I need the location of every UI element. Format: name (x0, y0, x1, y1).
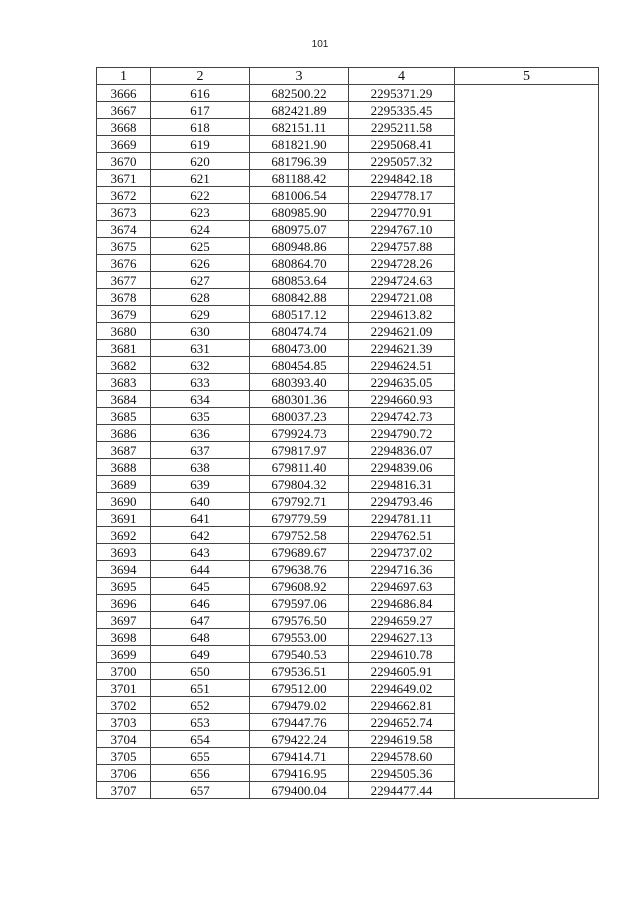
table-cell-col2: 645 (151, 578, 250, 595)
table-cell-col2: 635 (151, 408, 250, 425)
table-row (97, 595, 599, 612)
table-cell-col3: 680948.86 (250, 238, 349, 255)
table-cell-col5 (455, 765, 599, 782)
table-cell-col1: 3678 (97, 289, 151, 306)
table-cell-col3: 679804.32 (250, 476, 349, 493)
table-cell-col3: 679779.59 (250, 510, 349, 527)
table-header-row (97, 68, 599, 85)
table-row (97, 119, 599, 136)
table-cell-col5 (455, 459, 599, 476)
table-cell-col3: 679416.95 (250, 765, 349, 782)
table-cell-col2: 632 (151, 357, 250, 374)
table-row (97, 306, 599, 323)
table-cell-col3: 679540.53 (250, 646, 349, 663)
table-row (97, 340, 599, 357)
table-cell-col3: 680454.85 (250, 357, 349, 374)
table-cell-col2: 631 (151, 340, 250, 357)
table-row (97, 646, 599, 663)
table-cell-col1: 3685 (97, 408, 151, 425)
table-row (97, 612, 599, 629)
table-row (97, 102, 599, 119)
table-cell-col2: 619 (151, 136, 250, 153)
table-cell-col2: 633 (151, 374, 250, 391)
table-cell-col5 (455, 544, 599, 561)
table-cell-col4: 2294621.09 (349, 323, 455, 340)
table-cell-col3: 679811.40 (250, 459, 349, 476)
table-row (97, 544, 599, 561)
table-cell-col4: 2294662.81 (349, 697, 455, 714)
table-cell-col3: 682151.11 (250, 119, 349, 136)
table-cell-col1: 3682 (97, 357, 151, 374)
table-cell-col2: 636 (151, 425, 250, 442)
table-cell-col1: 3671 (97, 170, 151, 187)
table-cell-col3: 679512.00 (250, 680, 349, 697)
table-row (97, 561, 599, 578)
table-cell-col1: 3705 (97, 748, 151, 765)
table-cell-col5 (455, 527, 599, 544)
table-cell-col3: 679689.67 (250, 544, 349, 561)
table-cell-col5 (455, 153, 599, 170)
table-cell-col4: 2295371.29 (349, 85, 455, 102)
table-cell-col2: 646 (151, 595, 250, 612)
table-cell-col1: 3695 (97, 578, 151, 595)
table-cell-col3: 680474.74 (250, 323, 349, 340)
table-cell-col4: 2294578.60 (349, 748, 455, 765)
table-cell-col4: 2294613.82 (349, 306, 455, 323)
table-cell-col3: 680037.23 (250, 408, 349, 425)
table-cell-col5 (455, 408, 599, 425)
table-cell-col2: 639 (151, 476, 250, 493)
table-cell-col3: 680842.88 (250, 289, 349, 306)
table-cell-col4: 2294770.91 (349, 204, 455, 221)
table-cell-col5 (455, 561, 599, 578)
table-cell-col2: 656 (151, 765, 250, 782)
table-row (97, 493, 599, 510)
table-cell-col3: 679536.51 (250, 663, 349, 680)
table-cell-col5 (455, 272, 599, 289)
table-cell-col3: 679752.58 (250, 527, 349, 544)
table-row (97, 289, 599, 306)
table-cell-col3: 679638.76 (250, 561, 349, 578)
table-row (97, 731, 599, 748)
table-cell-col4: 2294659.27 (349, 612, 455, 629)
table-cell-col1: 3667 (97, 102, 151, 119)
table-cell-col5 (455, 646, 599, 663)
table-cell-col5 (455, 102, 599, 119)
table-cell-col5 (455, 136, 599, 153)
table-cell-col2: 652 (151, 697, 250, 714)
table-cell-col1: 3673 (97, 204, 151, 221)
table-cell-col4: 2294778.17 (349, 187, 455, 204)
table-cell-col3: 679400.04 (250, 782, 349, 799)
table-cell-col4: 2294842.18 (349, 170, 455, 187)
column-header-1: 1 (97, 68, 151, 85)
table-row (97, 357, 599, 374)
table-cell-col3: 680393.40 (250, 374, 349, 391)
table-cell-col5 (455, 425, 599, 442)
table-row (97, 782, 599, 799)
table-cell-col4: 2294505.36 (349, 765, 455, 782)
table-cell-col4: 2294610.78 (349, 646, 455, 663)
table-cell-col2: 657 (151, 782, 250, 799)
table-row (97, 153, 599, 170)
table-row (97, 442, 599, 459)
table-cell-col1: 3689 (97, 476, 151, 493)
table-cell-col5 (455, 323, 599, 340)
table-body (97, 85, 599, 799)
table-cell-col1: 3703 (97, 714, 151, 731)
table-cell-col3: 679479.02 (250, 697, 349, 714)
page-number: 101 (311, 39, 329, 50)
table-cell-col2: 654 (151, 731, 250, 748)
table-row (97, 663, 599, 680)
table-cell-col3: 681821.90 (250, 136, 349, 153)
table-cell-col3: 682421.89 (250, 102, 349, 119)
table-cell-col5 (455, 697, 599, 714)
table-cell-col1: 3691 (97, 510, 151, 527)
table-cell-col3: 680975.07 (250, 221, 349, 238)
table-cell-col3: 679553.00 (250, 629, 349, 646)
table-cell-col4: 2294724.63 (349, 272, 455, 289)
table-cell-col3: 679422.24 (250, 731, 349, 748)
table-cell-col1: 3688 (97, 459, 151, 476)
table-cell-col4: 2294836.07 (349, 442, 455, 459)
table-row (97, 459, 599, 476)
table-cell-col5 (455, 731, 599, 748)
table-cell-col2: 634 (151, 391, 250, 408)
table-cell-col4: 2294716.36 (349, 561, 455, 578)
table-cell-col2: 637 (151, 442, 250, 459)
table-cell-col2: 627 (151, 272, 250, 289)
table-row (97, 629, 599, 646)
table-cell-col3: 679817.97 (250, 442, 349, 459)
table-cell-col3: 681796.39 (250, 153, 349, 170)
table-cell-col5 (455, 119, 599, 136)
table-cell-col1: 3677 (97, 272, 151, 289)
table-cell-col3: 679576.50 (250, 612, 349, 629)
table-cell-col4: 2295211.58 (349, 119, 455, 136)
table-cell-col5 (455, 340, 599, 357)
table-cell-col5 (455, 782, 599, 799)
table-cell-col5 (455, 578, 599, 595)
table-cell-col3: 679447.76 (250, 714, 349, 731)
table-cell-col4: 2294737.02 (349, 544, 455, 561)
table-cell-col2: 616 (151, 85, 250, 102)
table-cell-col2: 630 (151, 323, 250, 340)
table-cell-col5 (455, 238, 599, 255)
table-cell-col2: 655 (151, 748, 250, 765)
table-cell-col2: 621 (151, 170, 250, 187)
table-cell-col5 (455, 442, 599, 459)
table-cell-col1: 3674 (97, 221, 151, 238)
table-cell-col2: 649 (151, 646, 250, 663)
table-cell-col4: 2294605.91 (349, 663, 455, 680)
table-cell-col1: 3670 (97, 153, 151, 170)
table-row (97, 255, 599, 272)
table-cell-col1: 3700 (97, 663, 151, 680)
table-cell-col5 (455, 357, 599, 374)
table-cell-col1: 3669 (97, 136, 151, 153)
table-row (97, 272, 599, 289)
table-cell-col1: 3681 (97, 340, 151, 357)
table-cell-col2: 650 (151, 663, 250, 680)
table-cell-col2: 625 (151, 238, 250, 255)
table-cell-col4: 2294649.02 (349, 680, 455, 697)
column-header-2: 2 (151, 68, 250, 85)
table-cell-col2: 641 (151, 510, 250, 527)
table-cell-col4: 2294781.11 (349, 510, 455, 527)
table-cell-col4: 2294728.26 (349, 255, 455, 272)
table-cell-col3: 680853.64 (250, 272, 349, 289)
table-cell-col5 (455, 714, 599, 731)
table-cell-col2: 644 (151, 561, 250, 578)
table-cell-col4: 2294767.10 (349, 221, 455, 238)
table-cell-col5 (455, 289, 599, 306)
table-cell-col3: 680985.90 (250, 204, 349, 221)
table-cell-col2: 629 (151, 306, 250, 323)
table-cell-col1: 3706 (97, 765, 151, 782)
table-cell-col2: 622 (151, 187, 250, 204)
table-cell-col3: 680301.36 (250, 391, 349, 408)
table-cell-col4: 2294697.63 (349, 578, 455, 595)
table-cell-col2: 620 (151, 153, 250, 170)
table-cell-col1: 3704 (97, 731, 151, 748)
table-cell-col5 (455, 510, 599, 527)
table-row (97, 714, 599, 731)
table-cell-col2: 623 (151, 204, 250, 221)
column-header-5: 5 (455, 68, 599, 85)
table-cell-col3: 680517.12 (250, 306, 349, 323)
table-cell-col1: 3676 (97, 255, 151, 272)
table-cell-col1: 3690 (97, 493, 151, 510)
table-cell-col2: 651 (151, 680, 250, 697)
table-cell-col2: 643 (151, 544, 250, 561)
table-cell-col4: 2294652.74 (349, 714, 455, 731)
table-cell-col3: 680864.70 (250, 255, 349, 272)
table-cell-col5 (455, 663, 599, 680)
column-header-4: 4 (349, 68, 455, 85)
table-cell-col1: 3694 (97, 561, 151, 578)
table-row (97, 408, 599, 425)
table-cell-col4: 2294762.51 (349, 527, 455, 544)
table-cell-col3: 681006.54 (250, 187, 349, 204)
table-cell-col1: 3686 (97, 425, 151, 442)
table-cell-col4: 2294624.51 (349, 357, 455, 374)
column-header-3: 3 (250, 68, 349, 85)
table-row (97, 680, 599, 697)
table-cell-col5 (455, 85, 599, 102)
table-cell-col5 (455, 612, 599, 629)
table-cell-col1: 3666 (97, 85, 151, 102)
table-cell-col4: 2294790.72 (349, 425, 455, 442)
table-row (97, 170, 599, 187)
table-cell-col5 (455, 629, 599, 646)
table-row (97, 765, 599, 782)
table-cell-col2: 626 (151, 255, 250, 272)
table-cell-col5 (455, 204, 599, 221)
table-cell-col2: 638 (151, 459, 250, 476)
table-row (97, 578, 599, 595)
table-cell-col2: 628 (151, 289, 250, 306)
table-row (97, 697, 599, 714)
table-row (97, 510, 599, 527)
table-cell-col1: 3699 (97, 646, 151, 663)
table-row (97, 748, 599, 765)
table-cell-col1: 3701 (97, 680, 151, 697)
table-cell-col4: 2295335.45 (349, 102, 455, 119)
table-row (97, 391, 599, 408)
table-cell-col2: 647 (151, 612, 250, 629)
table-row (97, 204, 599, 221)
table-cell-col3: 679924.73 (250, 425, 349, 442)
table-cell-col4: 2294816.31 (349, 476, 455, 493)
table-cell-col4: 2294635.05 (349, 374, 455, 391)
table-cell-col1: 3696 (97, 595, 151, 612)
table-cell-col1: 3687 (97, 442, 151, 459)
table-row (97, 221, 599, 238)
table-cell-col2: 640 (151, 493, 250, 510)
table-cell-col1: 3679 (97, 306, 151, 323)
table-row (97, 476, 599, 493)
table-row (97, 85, 599, 102)
table-row (97, 374, 599, 391)
table-cell-col3: 679597.06 (250, 595, 349, 612)
coordinates-table (96, 67, 599, 799)
table-cell-col5 (455, 306, 599, 323)
table-cell-col5 (455, 221, 599, 238)
table-cell-col4: 2294839.06 (349, 459, 455, 476)
table-cell-col2: 653 (151, 714, 250, 731)
table-cell-col1: 3692 (97, 527, 151, 544)
table-cell-col3: 679414.71 (250, 748, 349, 765)
table-cell-col3: 680473.00 (250, 340, 349, 357)
table-cell-col2: 618 (151, 119, 250, 136)
table-cell-col4: 2294686.84 (349, 595, 455, 612)
table-row (97, 238, 599, 255)
table-cell-col2: 648 (151, 629, 250, 646)
table-cell-col5 (455, 748, 599, 765)
table-cell-col1: 3668 (97, 119, 151, 136)
table-cell-col5 (455, 595, 599, 612)
table-cell-col1: 3698 (97, 629, 151, 646)
table-cell-col1: 3707 (97, 782, 151, 799)
table-cell-col1: 3702 (97, 697, 151, 714)
table-cell-col1: 3697 (97, 612, 151, 629)
table-cell-col1: 3672 (97, 187, 151, 204)
table-cell-col5 (455, 255, 599, 272)
table-cell-col3: 681188.42 (250, 170, 349, 187)
table-cell-col1: 3684 (97, 391, 151, 408)
table-cell-col2: 642 (151, 527, 250, 544)
table-cell-col1: 3693 (97, 544, 151, 561)
table-cell-col3: 682500.22 (250, 85, 349, 102)
table-cell-col2: 617 (151, 102, 250, 119)
table-cell-col4: 2294477.44 (349, 782, 455, 799)
table-cell-col4: 2294742.73 (349, 408, 455, 425)
table-cell-col3: 679792.71 (250, 493, 349, 510)
table-cell-col5 (455, 170, 599, 187)
table-cell-col4: 2294621.39 (349, 340, 455, 357)
table-cell-col4: 2294660.93 (349, 391, 455, 408)
table-cell-col5 (455, 476, 599, 493)
table-cell-col5 (455, 187, 599, 204)
table-cell-col4: 2294757.88 (349, 238, 455, 255)
table-row (97, 425, 599, 442)
table-cell-col2: 624 (151, 221, 250, 238)
table-cell-col4: 2295057.32 (349, 153, 455, 170)
table-cell-col5 (455, 391, 599, 408)
table-cell-col4: 2294627.13 (349, 629, 455, 646)
table-row (97, 527, 599, 544)
table-cell-col4: 2294619.58 (349, 731, 455, 748)
table-row (97, 187, 599, 204)
table-cell-col4: 2295068.41 (349, 136, 455, 153)
table-row (97, 136, 599, 153)
table-cell-col5 (455, 493, 599, 510)
table-cell-col5 (455, 374, 599, 391)
table-cell-col1: 3683 (97, 374, 151, 391)
table-cell-col1: 3680 (97, 323, 151, 340)
table-cell-col4: 2294721.08 (349, 289, 455, 306)
table-cell-col4: 2294793.46 (349, 493, 455, 510)
table-cell-col3: 679608.92 (250, 578, 349, 595)
table-cell-col5 (455, 680, 599, 697)
table-row (97, 323, 599, 340)
table-cell-col1: 3675 (97, 238, 151, 255)
